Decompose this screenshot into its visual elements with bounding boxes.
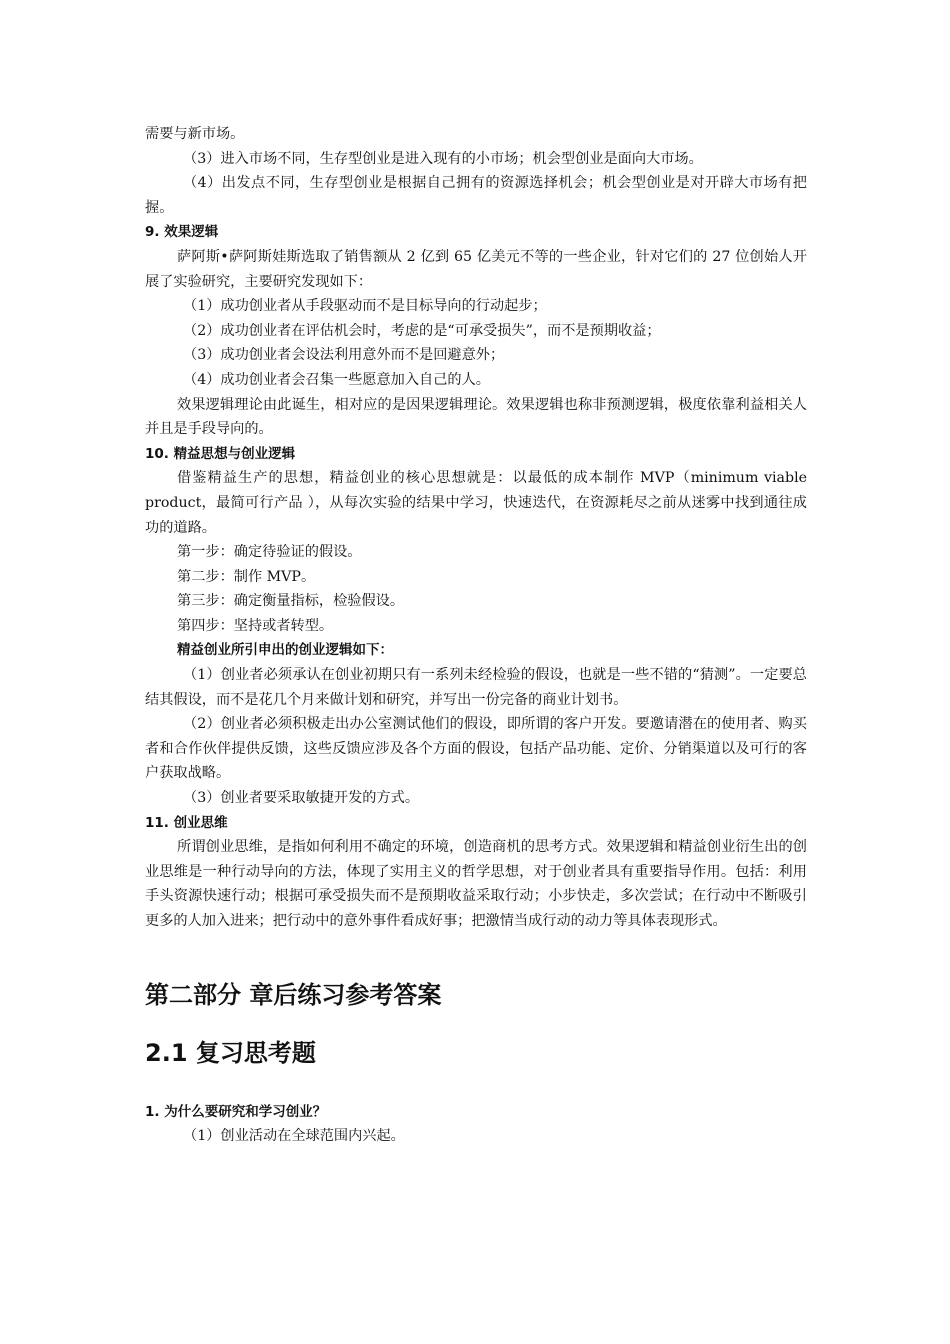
list-item: （4）成功创业者会召集一些愿意加入自己的人。 <box>183 371 490 388</box>
list-item: 第四步：坚持或者转型。 <box>177 617 334 634</box>
section-title: 2.1 复习思考题 <box>145 1038 316 1067</box>
paragraph: 效果逻辑理论由此诞生，相对应的是因果逻辑理论。效果逻辑也称非预测逻辑，极度依靠利益相关人并且是手段导向的。 <box>145 396 807 438</box>
paragraph: （4）出发点不同，生存型创业是根据自己拥有的资源选择机会；机会型创业是对开辟大市场有把握。 <box>145 175 807 216</box>
part-title: 第二部分 章后练习参考答案 <box>145 980 442 1009</box>
paragraph: （3）创业者要采取敏捷开发的方式。 <box>183 790 420 807</box>
paragraph: （3）进入市场不同，生存型创业是进入现有的小市场；机会型创业是面向大市场。 <box>183 150 703 167</box>
list-item: （3）成功创业者会设法利用意外而不是回避意外； <box>183 347 505 364</box>
paragraph: 需要与新市场。 <box>145 126 245 142</box>
paragraph: 萨阿斯•萨阿斯娃斯选取了销售额从 2 亿到 65 亿美元不等的一些企业，针对它们的 27 位创始人开展了实验研究，主要研究发现如下： <box>145 248 807 290</box>
bold-subheading: 精益创业所引申出的创业逻辑如下： <box>177 642 393 659</box>
list-item: 第三步：确定衡量指标，检验假设。 <box>177 593 405 610</box>
heading-entrepreneurial-thinking: 11. 创业思维 <box>145 814 228 831</box>
list-item: 第二步：制作 MVP。 <box>177 568 316 585</box>
paragraph: 所谓创业思维，是指如何利用不确定的环境，创造商机的思考方式。效果逻辑和精益创业衍生出的创业思维是一种行动导向的方法，体现了实用主义的哲学思想，对于创业者具有重要指导作用。包括：利用手头资源快速行动；根据可承受损失而不是预期收益采取行动；小步快走，多次尝试；在行动中不断吸引更多的人加入进来；把行动中的意外事件看成好事；把激情当成行动的动力等具体表现形式。 <box>145 839 807 929</box>
list-item: （2）成功创业者在评估机会时，考虑的是“可承受损失”，而不是预期收益； <box>183 322 661 339</box>
paragraph: （2）创业者必须积极走出办公室测试他们的假设，即所谓的客户开发。要邀请潜在的使用者、购买者和合作伙伴提供反馈，这些反馈应涉及各个方面的假设，包括产品功能、定价、分销渠道以及可行的客户获取战略。 <box>145 716 807 782</box>
question-heading: 1. 为什么要研究和学习创业？ <box>145 1103 327 1120</box>
list-item: 第一步：确定待验证的假设。 <box>177 544 362 561</box>
list-item: （1）成功创业者从手段驱动而不是目标导向的行动起步； <box>183 298 547 315</box>
paragraph: （1）创业者必须承认在创业初期只有一系列未经检验的假设，也就是一些不错的“猜测”。一定要总结其假设，而不是花几个月来做计划和研究，并写出一份完备的商业计划书。 <box>145 667 807 708</box>
heading-lean-thinking: 10. 精益思想与创业逻辑 <box>145 445 296 462</box>
paragraph: （1）创业活动在全球范围内兴起。 <box>183 1128 405 1145</box>
heading-effectuation: 9. 效果逻辑 <box>145 224 219 241</box>
document-page <box>145 122 807 1149</box>
paragraph: 借鉴精益生产的思想，精益创业的核心思想就是：以最低的成本制作 MVP（minimum viable product，最简可行产品 ），从每次实验的结果中学习，快速迭代，在资源耗尽之前从迷雾中找到通往成功的道路。 <box>145 470 807 536</box>
